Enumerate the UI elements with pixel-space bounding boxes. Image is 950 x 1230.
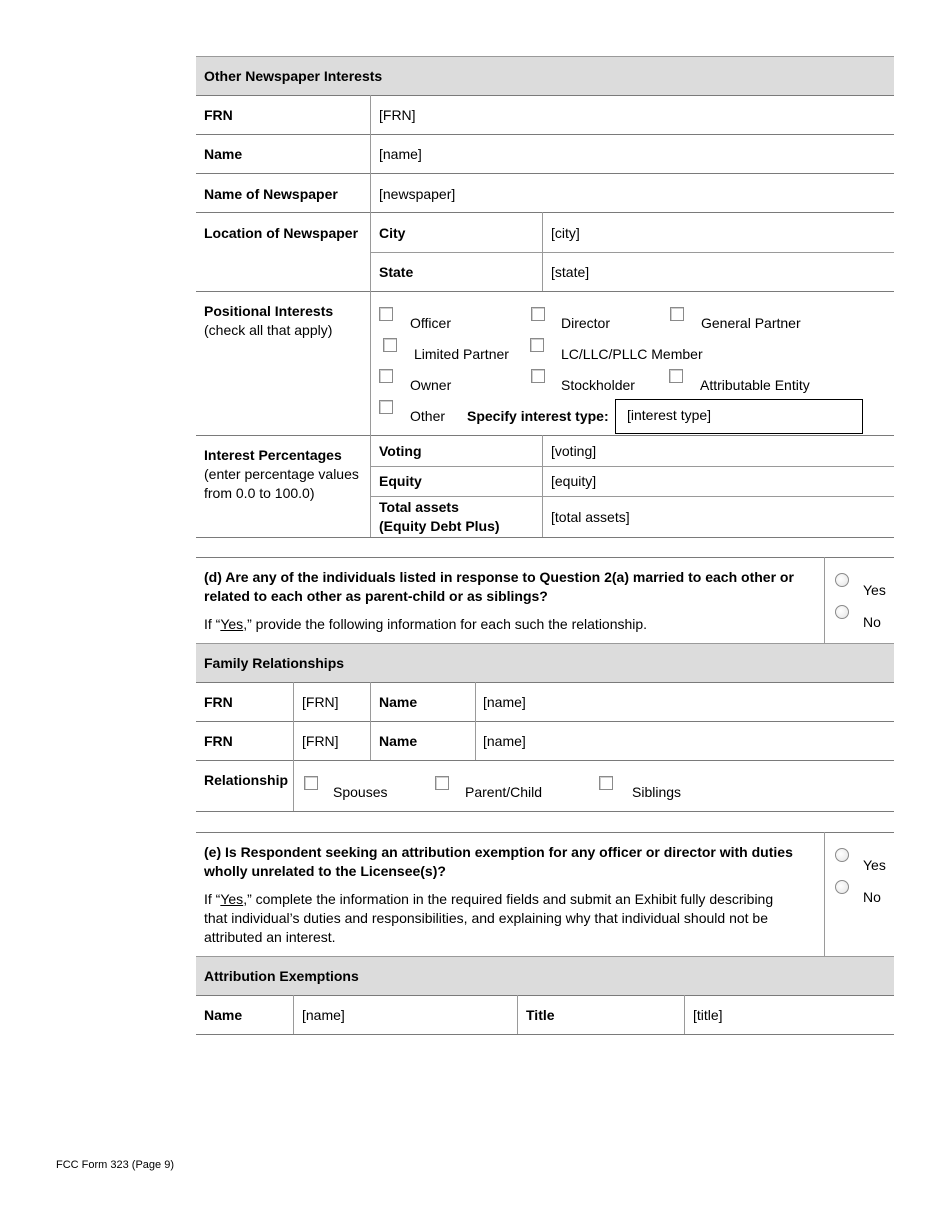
question-e-yes-label: Yes — [863, 857, 886, 873]
voting-label: Voting — [379, 443, 422, 459]
exemption-title-label: Title — [526, 1007, 555, 1023]
siblings-checkbox[interactable] — [599, 776, 613, 790]
exemptions-section-title: Attribution Exemptions — [204, 968, 359, 984]
general-partner-checkbox[interactable] — [670, 307, 684, 321]
parent-child-label: Parent/Child — [465, 784, 543, 800]
equity-label: Equity — [379, 473, 422, 489]
other-label: Other — [410, 408, 446, 424]
total-assets-label-2: (Equity Debt Plus) — [379, 518, 500, 534]
question-e-instructions-1 — [204, 890, 773, 909]
divider — [196, 557, 894, 558]
divider — [196, 56, 894, 57]
instr-yes: Yes — [220, 891, 244, 907]
divider — [370, 682, 371, 760]
interest-hint-2: from 0.0 to 100.0) — [204, 485, 315, 501]
family-frn-field[interactable]: [FRN] — [302, 694, 339, 710]
frn-label: FRN — [204, 107, 233, 123]
question-e-line-2: wholly unrelated to the Licensee(s)? — [204, 863, 446, 879]
voting-field[interactable]: [voting] — [551, 443, 597, 459]
lc-llc-checkbox[interactable] — [530, 338, 544, 352]
newspaper-section-title: Other Newspaper Interests — [204, 68, 383, 84]
family-frn-label: FRN — [204, 733, 233, 749]
spouses-checkbox[interactable] — [304, 776, 318, 790]
director-checkbox[interactable] — [531, 307, 545, 321]
divider — [293, 682, 294, 811]
interest-hint-1: (enter percentage values — [204, 466, 359, 482]
divider — [196, 291, 894, 292]
other-checkbox[interactable] — [379, 400, 393, 414]
divider — [196, 811, 894, 812]
attributable-entity-label: Attributable Entity — [700, 377, 810, 393]
divider — [196, 537, 894, 538]
divider — [196, 1034, 894, 1035]
question-d-instructions — [204, 615, 647, 634]
city-field[interactable]: [city] — [551, 225, 580, 241]
divider — [196, 643, 894, 644]
divider — [196, 212, 894, 213]
officer-label: Officer — [410, 315, 451, 331]
divider — [196, 956, 894, 957]
name-field[interactable]: [name] — [379, 146, 422, 162]
instr-pre: If “ — [204, 616, 221, 632]
lc-llc-label: LC/LLC/PLLC Member — [561, 346, 703, 362]
divider — [196, 832, 894, 833]
question-e-no-label: No — [863, 889, 881, 905]
question-d-line-1: (d) Are any of the individuals listed in response to Question 2(a) married to each other or — [204, 569, 794, 585]
question-d-line-2: related to each other as parent-child or as siblings? — [204, 588, 548, 604]
family-name-field[interactable]: [name] — [483, 733, 526, 749]
positional-hint: (check all that apply) — [204, 322, 333, 338]
divider — [824, 832, 825, 956]
officer-checkbox[interactable] — [379, 307, 393, 321]
specify-interest-label: Specify interest type: — [467, 408, 609, 424]
question-e-no-radio[interactable] — [835, 880, 849, 894]
limited-partner-label: Limited Partner — [414, 346, 509, 362]
state-field[interactable]: [state] — [551, 264, 590, 280]
question-d-yes-radio[interactable] — [835, 573, 849, 587]
spouses-label: Spouses — [333, 784, 388, 800]
frn-field[interactable]: [FRN] — [379, 107, 416, 123]
divider — [196, 682, 894, 683]
total-assets-label-1: Total assets — [379, 499, 459, 515]
location-label: Location of Newspaper — [204, 225, 359, 241]
general-partner-label: General Partner — [701, 315, 801, 331]
divider — [371, 496, 894, 497]
divider — [542, 435, 543, 537]
owner-label: Owner — [410, 377, 452, 393]
question-e-instructions-2: that individual’s duties and responsibilities, and explaining why that individual should not be — [204, 910, 768, 926]
instr-post: ,” complete the information in the required fields and submit an Exhibit fully describing — [243, 891, 774, 907]
positional-label: Positional Interests — [204, 303, 334, 319]
family-frn-field[interactable]: [FRN] — [302, 733, 339, 749]
newspaper-name-field[interactable]: [newspaper] — [379, 186, 456, 202]
page-footer: FCC Form 323 (Page 9) — [56, 1159, 174, 1171]
stockholder-checkbox[interactable] — [531, 369, 545, 383]
instr-post: ,” provide the following information for each such the relationship. — [243, 616, 648, 632]
question-d-no-radio[interactable] — [835, 605, 849, 619]
divider — [196, 760, 894, 761]
family-name-label: Name — [379, 694, 418, 710]
divider — [684, 995, 685, 1034]
interest-type-value: [interest type] — [627, 407, 712, 423]
total-assets-field[interactable]: [total assets] — [551, 509, 630, 525]
divider — [475, 682, 476, 760]
divider — [293, 995, 294, 1034]
owner-checkbox[interactable] — [379, 369, 393, 383]
divider — [517, 995, 518, 1034]
divider — [371, 466, 894, 467]
divider — [542, 212, 543, 291]
divider — [196, 173, 894, 174]
family-name-label: Name — [379, 733, 418, 749]
question-d-yes-label: Yes — [863, 582, 886, 598]
family-name-field[interactable]: [name] — [483, 694, 526, 710]
family-section-title: Family Relationships — [204, 655, 345, 671]
divider — [196, 134, 894, 135]
exemption-name-field[interactable]: [name] — [302, 1007, 345, 1023]
name-label: Name — [204, 146, 243, 162]
question-e-instructions-3: attributed an interest. — [204, 929, 336, 945]
city-label: City — [379, 225, 406, 241]
divider — [371, 252, 894, 253]
divider — [196, 95, 894, 96]
family-frn-label: FRN — [204, 694, 233, 710]
question-e-yes-radio[interactable] — [835, 848, 849, 862]
divider — [196, 995, 894, 996]
question-d-no-label: No — [863, 614, 881, 630]
divider — [370, 95, 371, 537]
interest-label: Interest Percentages — [204, 447, 342, 463]
siblings-label: Siblings — [632, 784, 682, 800]
exemption-title-field[interactable]: [title] — [693, 1007, 723, 1023]
state-label: State — [379, 264, 414, 280]
limited-partner-checkbox[interactable] — [383, 338, 397, 352]
stockholder-label: Stockholder — [561, 377, 635, 393]
relationship-label: Relationship — [204, 772, 289, 788]
question-e-line-1: (e) Is Respondent seeking an attribution exemption for any officer or director with duties — [204, 844, 793, 860]
director-label: Director — [561, 315, 611, 331]
instr-yes: Yes — [220, 616, 244, 632]
newspaper-name-label: Name of Newspaper — [204, 186, 338, 202]
parent-child-checkbox[interactable] — [435, 776, 449, 790]
equity-field[interactable]: [equity] — [551, 473, 597, 489]
exemption-name-label: Name — [204, 1007, 243, 1023]
attributable-entity-checkbox[interactable] — [669, 369, 683, 383]
instr-pre: If “ — [204, 891, 221, 907]
divider — [196, 435, 894, 436]
divider — [824, 557, 825, 643]
divider — [196, 721, 894, 722]
